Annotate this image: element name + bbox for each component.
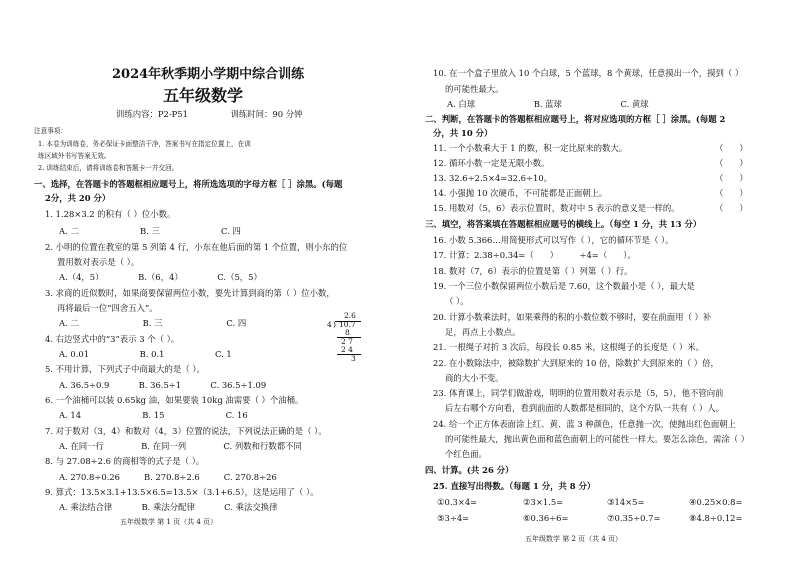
calc-item: ④0.25×0.8=: [689, 497, 743, 507]
question-line: 商的大小不变。: [445, 373, 504, 383]
question-line: 16. 小数 5.366…用简便形式可以写作（ ），它的循环节是（ ）。: [433, 235, 674, 245]
calc-item: ⑧4.8÷0.12=: [689, 513, 743, 523]
division-dividend: 10.7: [339, 320, 356, 329]
question-line: 9. 算式：13.5×3.1+13.5×6.5=13.5×（3.1+6.5），这是运用了（ ）。: [45, 487, 319, 497]
option-line: A. 在同一行 B. 在同一列 C. 列数和行数都不同: [59, 441, 302, 451]
division-quotient: 2.6: [344, 311, 356, 320]
question-line: 17. 计算：2.38÷0.34=（ ） ÷4=（ ）。: [433, 250, 636, 260]
division-divisor: 4: [327, 320, 332, 329]
question-line: 的可能性最大，抛出黄色面和蓝色面朝上的可能性一样大。要怎么涂色，需涂（ ）: [445, 434, 750, 444]
judge-bracket: （ ）: [715, 143, 748, 153]
judge-bracket: （ ）: [715, 203, 748, 213]
question-heading: 25. 直接写出得数。（每题 1 分，共 8 分）: [433, 481, 596, 491]
calc-item: ①0.3×4=: [437, 497, 478, 507]
question-line: 3. 求商的近似数时，如果商要保留两位小数，要先计算到商的第（ ）位小数，: [45, 288, 335, 298]
question-line: 23. 体育课上，同学们做游戏，明明的位置用数对表示是（5，5），他不管向前: [433, 388, 724, 398]
calc-item: ②3×1.5=: [523, 497, 564, 507]
judge-bracket: （ ）: [715, 173, 748, 183]
page-footer: 五年级数学 第 1 页（共 4 页）: [120, 518, 218, 526]
question-line: 8. 与 27.08÷2.6 的商相等的式子是（ ）。: [45, 456, 205, 466]
section-heading: 二、判断，在答题卡的答题框相应题号上，将对应选项的方框［ ］涂黑。(每题 2: [425, 114, 726, 124]
question-line: 再将最后一位“四舍五入”。: [57, 303, 158, 313]
question-line: 21. 一根绳子对折 3 次后，每段长 0.85 米，这根绳子的长度是（ ）米。: [433, 342, 705, 352]
option-line: A. 14 B. 15 C. 16: [59, 410, 248, 420]
section-heading: 一、选择，在答题卡的答题框相应题号上，将所选选项的字母方框［ ］涂黑。(每题: [34, 179, 343, 189]
question-line: 个红色面。: [445, 449, 487, 459]
judge-question: 11. 一个小数乘大于 1 的数，积一定比原来的数大。: [433, 143, 628, 153]
calc-item: ③14×5=: [607, 497, 645, 507]
subject-title: 五年级数学: [163, 86, 244, 105]
question-line: 20. 计算小数乘法时，如果乘得的积的小数位数不够时，要在前面用（ ）补: [433, 312, 712, 322]
note-line: 2. 训练结束后，请将训练卷和答题卡一并交回。: [38, 164, 179, 172]
page-2: [397, 0, 794, 561]
division-step: 2 4: [341, 345, 353, 354]
division-bracket: ): [333, 320, 336, 329]
question-line: 置用数对表示是（ ）。: [57, 257, 140, 267]
exam-title: 2024年秋季期小学期中综合训练: [112, 67, 305, 82]
question-line: 6. 一个油桶可以装 0.65kg 油，如果要装 10kg 油需要（ ）个油桶。: [45, 395, 304, 405]
question-line: 足，再点上小数点。: [445, 327, 521, 337]
judge-question: 13. 32.6÷2.5×4=32.6÷10。: [433, 173, 553, 183]
section-heading: 三、填空，将答案填在答题框相应题号的横线上。（每空 1 分，共 13 分）: [425, 219, 702, 229]
question-line: 7. 对于数对（3，4）和数对（4，3）位置的说法，下列说法正确的是（ ）。: [45, 426, 327, 436]
question-line: 4. 右边竖式中的“3”表示 3 个（ ）。: [45, 334, 180, 344]
question-line: 10. 在一个盒子里放入 10 个白球，5 个蓝球，8 个黄球，任意摸出一个，摸到（ ）: [433, 68, 744, 78]
question-line: 19. 一个三位小数保留两位小数后是 7.60，这个数最小是（ ），最大是: [433, 281, 695, 291]
judge-question: 12. 循环小数一定是无限小数。: [433, 158, 550, 168]
division-step: 2 7: [341, 337, 353, 346]
option-line: A. 0.01 B. 0.1 C. 1: [59, 349, 232, 359]
question-line: 22. 在小数除法中，被除数扩大到原来的 10 倍，除数扩大到原来的（ ）倍，: [433, 358, 719, 368]
section-heading-cont: 2分，共 20 分）: [45, 193, 111, 203]
calc-item: ⑦0.35÷0.7=: [607, 513, 661, 523]
question-line: 1. 1.28×3.2 的积有（ ）位小数。: [45, 209, 176, 219]
calc-item: ⑥0.36÷6=: [523, 513, 569, 523]
long-division-figure: [327, 311, 367, 367]
exam-meta: 训练内容：P2-P51 训练时间：90 分钟: [116, 109, 303, 119]
judge-bracket: （ ）: [715, 188, 748, 198]
option-line: A. 36.5÷0.9 B. 36.5÷1 C. 36.5÷1.09: [59, 380, 267, 390]
option-line: A. 二 B. 三 C. 四: [59, 226, 241, 236]
option-line: A. 270.8÷0.26 B. 270.8÷2.6 C. 270.8÷26: [59, 472, 277, 482]
note-line: 练区域外书写答案无效。: [38, 152, 111, 160]
question-line: 24. 给一个正方体表面涂上红、黄、蓝 3 种颜色，任意抛一次，使抛出红色面朝上: [433, 419, 737, 429]
calc-item: ⑤3÷4=: [437, 513, 470, 523]
judge-bracket: （ ）: [715, 158, 748, 168]
option-line: A. 乘法结合律 B. 乘法分配律 C. 乘法交换律: [59, 502, 278, 512]
question-line: 18. 数对（7，6）表示的位置是第（ ）列第（ ）行。: [433, 266, 633, 276]
section-heading: 四、计算。(共 26 分）: [425, 465, 514, 475]
question-line: 的可能性最大。: [445, 84, 504, 94]
page-footer: 五年级数学 第 2 页（共 4 页）: [525, 535, 623, 543]
note-line: 1. 本卷为训练卷，务必保证卡面整洁干净，答案书写在指定位置上，在训: [38, 140, 251, 148]
division-step: 8: [345, 328, 350, 337]
judge-question: 14. 小强抛 10 次硬币，不可能都是正面朝上。: [433, 188, 608, 198]
division-bar: [337, 354, 361, 355]
notes-title: 注意事项：: [34, 127, 67, 135]
option-line: A. 白球 B. 蓝球 C. 黄球: [447, 99, 649, 109]
question-line: （ ）。: [445, 296, 469, 306]
question-line: 2. 小明的位置在教室的第 5 列第 4 行，小东在他后面的第 1 个位置，则小东的位: [45, 242, 348, 252]
question-line: 后左右哪个方向看，看到前面的人数都是相同的，这个方队一共有（ ）人。: [445, 403, 725, 413]
section-heading-cont: 分，共 10 分）: [433, 128, 493, 138]
option-line: A.（4，5） B.（6，4） C.（5，5）: [59, 272, 262, 282]
question-line: 5. 不用计算，下列式子中商最大的是（ ）。: [45, 364, 205, 374]
option-line: A. 二 B. 三 C. 四: [59, 318, 247, 328]
division-remainder: 3: [351, 354, 356, 363]
judge-question: 15. 用数对（5，6）表示位置时，数对中 5 表示的意义是一样的。: [433, 203, 680, 213]
